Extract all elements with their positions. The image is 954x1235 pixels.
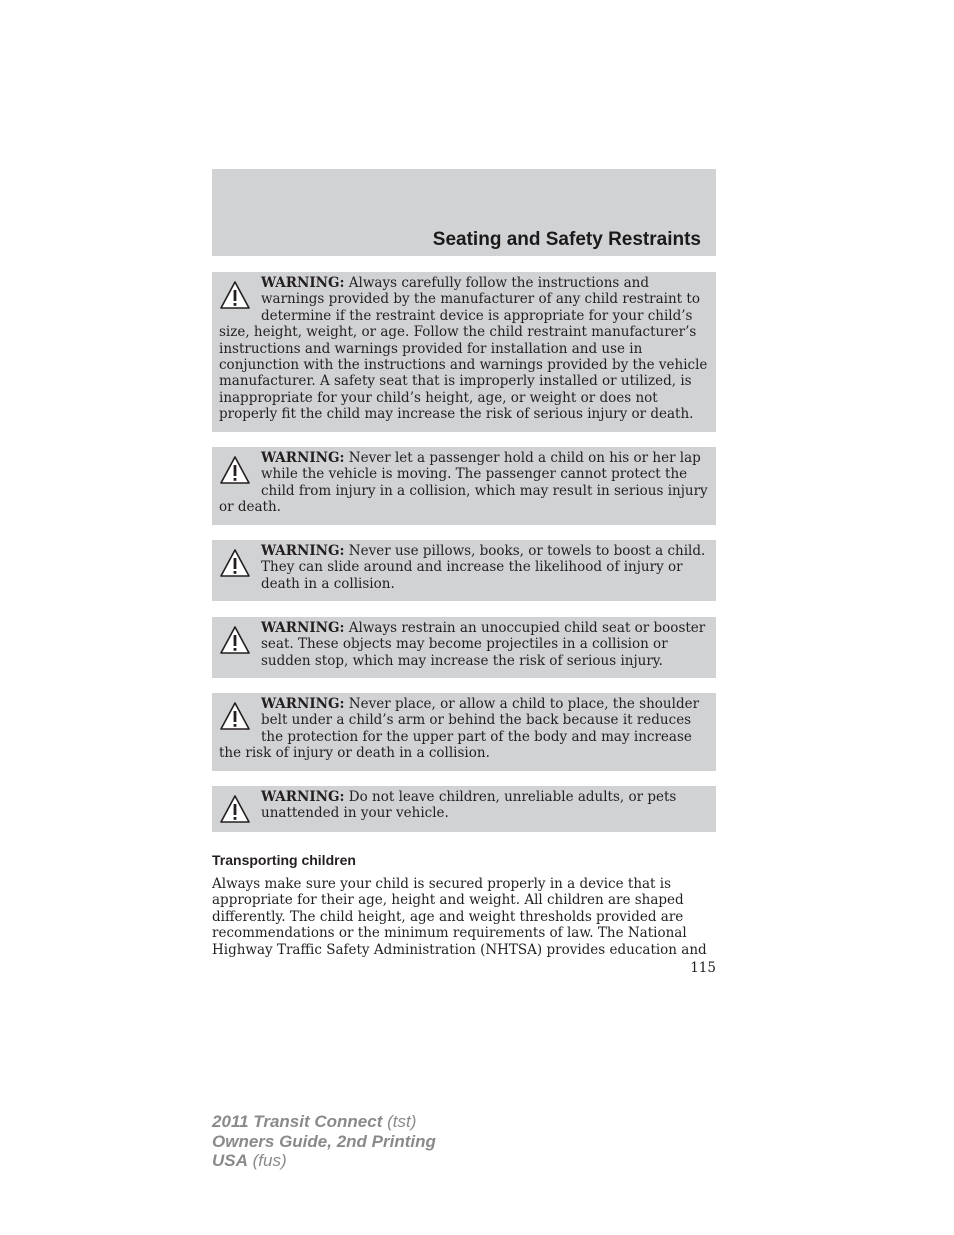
warning-box-hold-child-on-lap bbox=[212, 447, 716, 525]
warning-box-unoccupied-seat bbox=[212, 617, 716, 678]
warning-text: Never place, or allow a child to place, the shoulder belt under a child’s arm or behind the back because it reduces the protection for the upper part of the body and may increase the risk of injury or death in a collision. bbox=[219, 696, 700, 762]
warning-triangle-icon bbox=[219, 547, 251, 579]
warning-triangle-icon bbox=[219, 454, 251, 486]
warning-label: WARNING: bbox=[261, 696, 345, 712]
section-header-band bbox=[212, 169, 716, 256]
warning-text: Never let a passenger hold a child on his or her lap while the vehicle is moving. The passenger cannot protect the child from injury in a collision, which may result in serious injury or death. bbox=[219, 450, 708, 516]
warning-triangle-icon bbox=[219, 279, 251, 311]
document-footer bbox=[212, 1112, 436, 1171]
warning-triangle-icon bbox=[219, 624, 251, 656]
warning-text: Never use pillows, books, or towels to boost a child. They can slide around and increase the likelihood of injury or death in a collision. bbox=[261, 543, 706, 592]
page-number: 115 bbox=[690, 960, 716, 976]
warning-triangle-icon bbox=[219, 793, 251, 825]
warning-label: WARNING: bbox=[261, 450, 345, 466]
warning-triangle-icon bbox=[219, 700, 251, 732]
footer-model: 2011 Transit Connect bbox=[212, 1112, 383, 1131]
warning-label: WARNING: bbox=[261, 275, 345, 291]
warning-text: Always restrain an unoccupied child seat or booster seat. These objects may become projectiles in a collision or sudden stop, which may increase the risk of serious injury. bbox=[261, 620, 706, 669]
warning-text: Always carefully follow the instructions and warnings provided by the manufacturer of any child restraint to determine if the restraint device is appropriate for your child’s size, height, weight, or age. Follow the child restraint manufacturer’s instructions and warnings provided for installation and use in conjunction with the instructions and warnings provided by the vehicle manufacturer. A safety seat that is improperly installed or utilized, is inappropriate for your child’s height, age, or weight or does not properly fit the child may increase the risk of serious injury or death. bbox=[219, 275, 708, 423]
footer-line-1 bbox=[212, 1112, 436, 1132]
footer-model-code: (tst) bbox=[387, 1112, 417, 1131]
footer-line-2: Owners Guide, 2nd Printing bbox=[212, 1131, 436, 1151]
section-title: Seating and Safety Restraints bbox=[432, 229, 701, 250]
warning-box-child-restraint-instructions bbox=[212, 272, 716, 432]
warning-box-shoulder-belt bbox=[212, 693, 716, 771]
body-paragraph: Always make sure your child is secured properly in a device that is appropriate for their age, height and weight. All children are shaped differently. The child height, age and weight thresholds provided are recommendations or the minimum requirements of law. The National Highway Traffic Safety Administration (NHTSA) provides education and bbox=[212, 876, 707, 958]
warning-label: WARNING: bbox=[261, 543, 345, 559]
footer-line-3 bbox=[212, 1151, 436, 1171]
warning-label: WARNING: bbox=[261, 620, 345, 636]
warning-text: Do not leave children, unreliable adults, or pets unattended in your vehicle. bbox=[261, 789, 677, 822]
warning-label: WARNING: bbox=[261, 789, 345, 805]
warning-box-pillows-boost bbox=[212, 540, 716, 601]
section-heading: Transporting children bbox=[212, 852, 356, 868]
footer-market: USA bbox=[212, 1151, 248, 1170]
footer-market-code: (fus) bbox=[252, 1151, 287, 1170]
warning-box-unattended bbox=[212, 786, 716, 832]
